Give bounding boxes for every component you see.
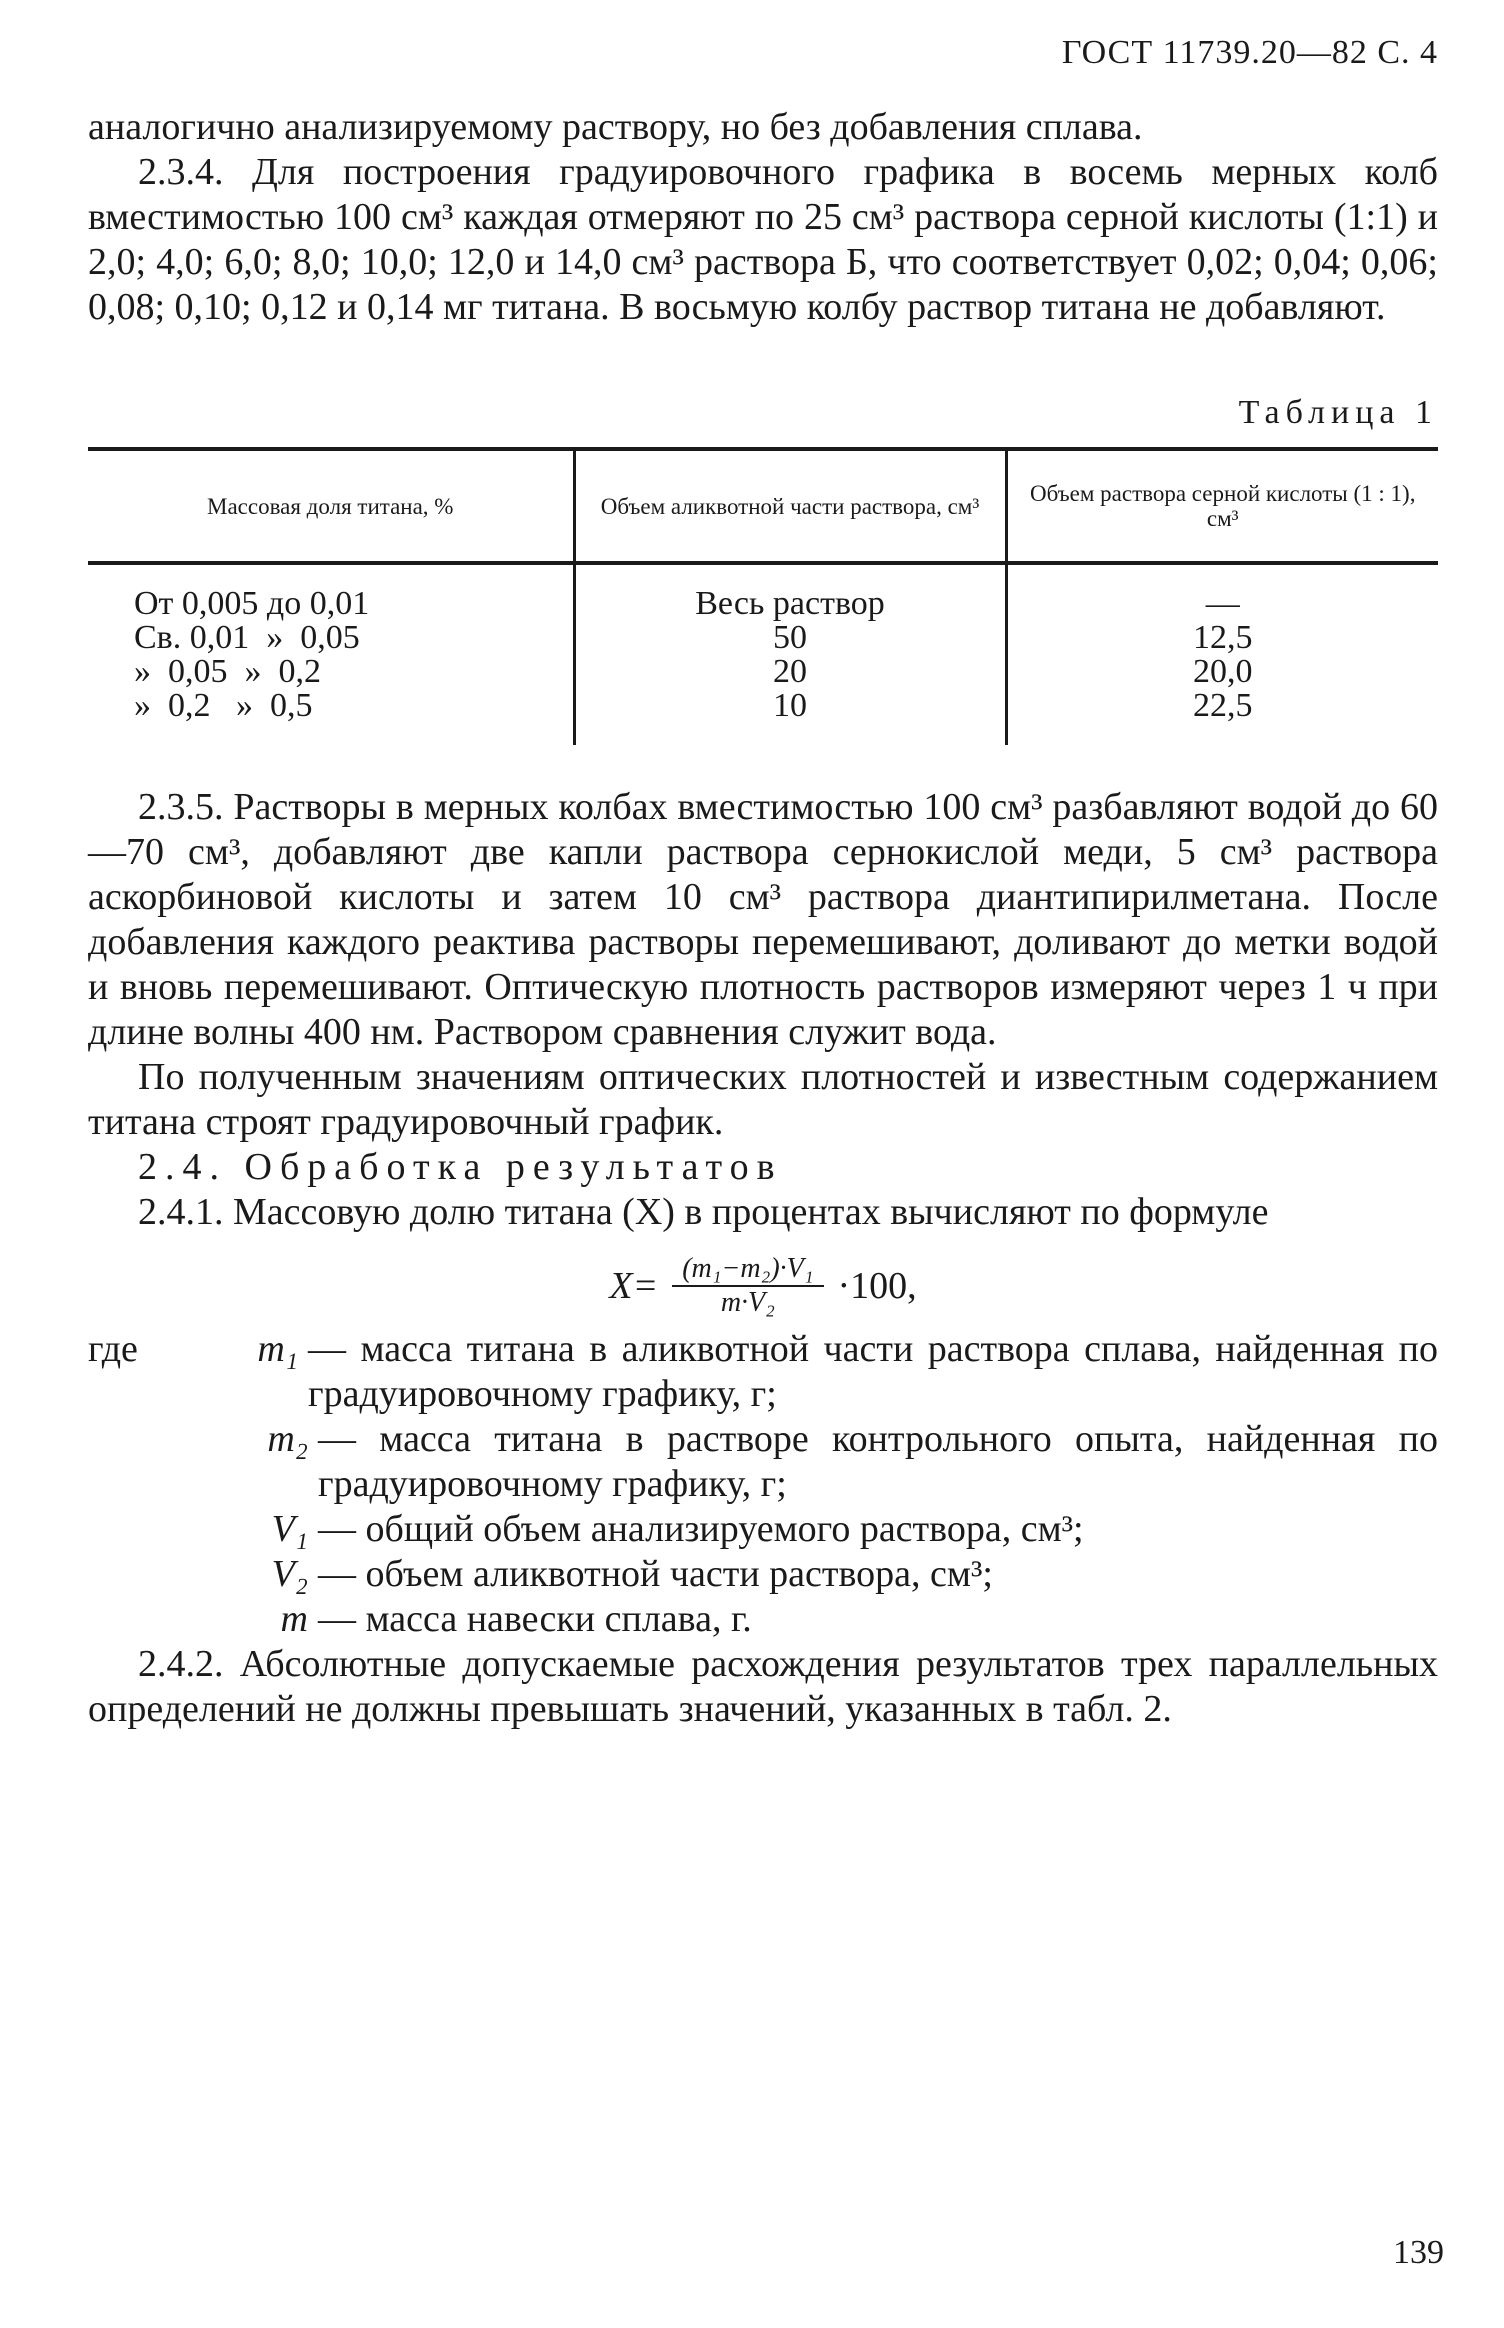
cell-acid [1006, 563, 1438, 745]
definition-text: — масса титана в аликвотной части раствора сплава, найденная по градуировочному графику, г; [308, 1328, 1438, 1415]
aliquot-value: 50 [773, 619, 807, 656]
definition-row [88, 1327, 1438, 1417]
definition-symbol: m [280, 1598, 308, 1640]
paragraph-2-4-1: 2.4.1. Массовую долю титана (X) в процентах вычисляют по формуле [138, 1191, 1269, 1233]
table-1 [88, 447, 1438, 745]
formula-lhs: X= [609, 1264, 659, 1307]
table-header-row [88, 449, 1438, 563]
table-row [88, 563, 1438, 745]
col-header-acid-volume: Объем раствора серной кислоты (1 : 1), см³ [1006, 449, 1438, 563]
paragraph-continuation: аналогично анализируемому раствору, но без добавления сплава. [88, 106, 1143, 148]
definition-row [88, 1597, 1438, 1642]
where-intro: где [88, 1328, 138, 1370]
definition-text: — общий объем анализируемого раствора, см³; [318, 1508, 1084, 1550]
paragraph-2-4-2: 2.4.2. Абсолютные допускаемые расхождения результатов трех параллельных определений не должны превышать значений, указанных в табл. 2. [88, 1643, 1438, 1730]
page-number: 139 [1393, 2234, 1444, 2271]
formula-denominator: m·V₂ [720, 1287, 775, 1318]
range-value: От 0,005 до 0,01 [134, 585, 370, 622]
acid-value: 12,5 [1193, 619, 1253, 656]
range-value: » 0,2 » 0,5 [134, 687, 313, 724]
definition-symbol: V₂ [271, 1553, 308, 1595]
aliquot-value: 10 [773, 687, 807, 724]
definition-row [88, 1417, 1438, 1507]
formula-fraction [672, 1253, 823, 1319]
acid-value: 22,5 [1193, 687, 1253, 724]
definition-text: — объем аликвотной части раствора, см³; [318, 1553, 993, 1595]
definition-text: — масса титана в растворе контрольного опыта, найденная по градуировочному графику, г; [318, 1418, 1438, 1505]
acid-value: — [1205, 585, 1240, 622]
aliquot-value: 20 [773, 653, 807, 690]
paragraph-2-3-5: 2.3.5. Растворы в мерных колбах вместимостью 100 см³ разбавляют водой до 60—70 см³, добавляют две капли раствора сернокислой меди, 5 см³ раствора аскорбиновой кислоты и затем 10 см³ раствора диантипирилметана. После добавления каждого реактива растворы перемешивают, доливают до метки водой и вновь перемешивают. Оптическую плотность растворов измеряют через 1 ч при длине волны 400 нм. Раствором сравнения служит вода. [88, 786, 1438, 1053]
definition-text: — масса навески сплава, г. [318, 1598, 752, 1640]
col-header-mass-fraction: Массовая доля титана, % [88, 449, 574, 563]
table-caption: Таблица 1 [1238, 394, 1438, 431]
formula-numerator: (m₁−m₂)·V₁ [672, 1253, 823, 1287]
range-value: » 0,05 » 0,2 [134, 653, 321, 690]
definition-row [88, 1507, 1438, 1552]
aliquot-value: Весь раствор [695, 585, 885, 622]
variable-definitions [88, 1327, 1438, 1642]
acid-value: 20,0 [1193, 653, 1253, 690]
definition-symbol: m₂ [267, 1418, 308, 1460]
definition-symbol: V₁ [271, 1508, 308, 1550]
cell-range [88, 563, 574, 745]
range-value: Св. 0,01 » 0,05 [134, 619, 360, 656]
paragraph-graph: По полученным значениям оптических плотностей и известным содержанием титана строят градуировочный график. [88, 1056, 1438, 1143]
formula [88, 1253, 1438, 1319]
document-page [88, 30, 1438, 1732]
formula-rhs: ·100, [837, 1264, 917, 1307]
page-header: ГОСТ 11739.20—82 С. 4 [1061, 34, 1438, 71]
definition-symbol: m₁ [257, 1328, 298, 1370]
cell-aliquot [574, 563, 1006, 745]
col-header-aliquot-volume: Объем аликвотной части раствора, см³ [574, 449, 1006, 563]
section-heading-2-4: 2.4. Обработка результатов [138, 1146, 783, 1188]
paragraph-2-3-4: 2.3.4. Для построения градуировочного графика в восемь мерных колб вместимостью 100 см³ каждая отмеряют по 25 см³ раствора серной кислоты (1:1) и 2,0; 4,0; 6,0; 8,0; 10,0; 12,0 и 14,0 см³ раствора Б, что соответствует 0,02; 0,04; 0,06; 0,08; 0,10; 0,12 и 0,14 мг титана. В восьмую колбу раствор титана не добавляют. [88, 151, 1438, 328]
definition-row [88, 1552, 1438, 1597]
